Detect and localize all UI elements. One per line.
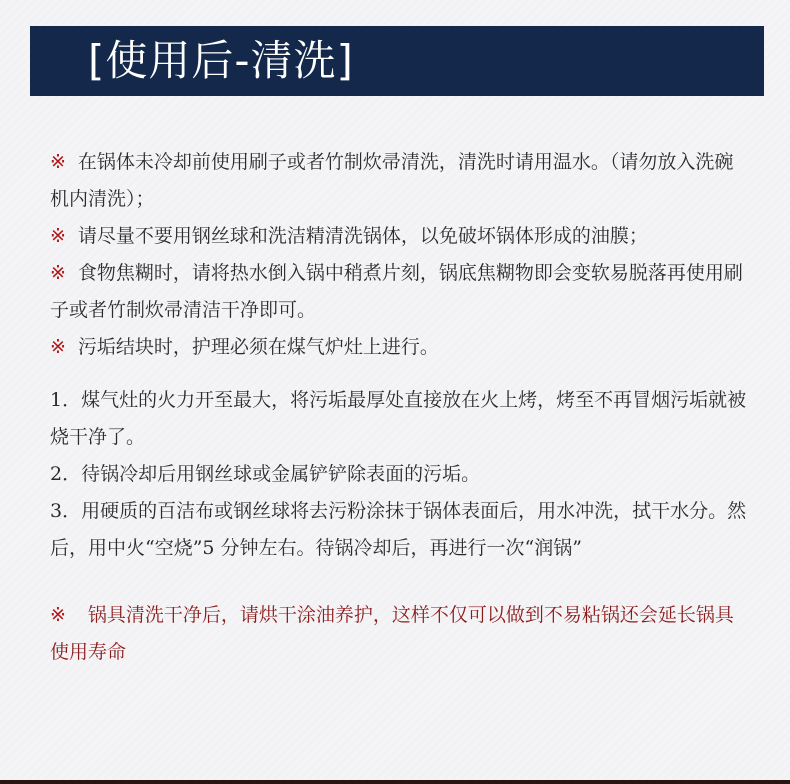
reference-mark-icon: ※: [50, 336, 66, 358]
step-item: 3．用硬质的百洁布或钢丝球将去污粉涂抹于锅体表面后，用水冲洗，拭干水分。然后，用中火“空烧”5 分钟左右。待锅冷却后，再进行一次“润锅”: [50, 500, 747, 559]
reference-mark-icon: ※: [50, 151, 66, 173]
note-text: 食物焦糊时，请将热水倒入锅中稍煮片刻，锅底焦糊物即会变软易脱落再使用刷子或者竹制炊帚清洁干净即可。: [50, 262, 743, 321]
reference-mark-icon: ※: [50, 225, 66, 247]
note-item: [50, 144, 750, 218]
page-title: [使用后-清洗]: [88, 36, 354, 85]
note-text: 污垢结块时，护理必须在煤气炉灶上进行。: [77, 336, 439, 358]
title-banner: [30, 26, 764, 96]
note-text: 在锅体未冷却前使用刷子或者竹制炊帚清洗，清洗时请用温水。（请勿放入洗碗机内清洗）；: [50, 151, 734, 210]
note-item: [50, 329, 750, 366]
section-spacer: [50, 366, 750, 382]
step-item: 1．煤气灶的火力开至最大，将污垢最厚处直接放在火上烤，烤至不再冒烟污垢就被烧干净了。: [50, 389, 747, 448]
section-spacer: [50, 567, 750, 597]
reference-mark-icon: ※: [50, 604, 66, 626]
final-note-text: 锅具清洗干净后，请烘干涂油养护，这样不仅可以做到不易粘锅还会延长锅具使用寿命: [50, 604, 734, 663]
note-text: 请尽量不要用钢丝球和洗洁精清洗锅体，以免破坏锅体形成的油膜；: [77, 225, 648, 247]
final-note: [50, 597, 750, 671]
step-item: 2．待锅冷却后用钢丝球或金属铲铲除表面的污垢。: [50, 463, 481, 485]
note-item: [50, 218, 750, 255]
bottom-border: [0, 780, 790, 784]
reference-mark-icon: ※: [50, 262, 66, 284]
cleaning-instructions: [50, 144, 750, 671]
note-item: [50, 255, 750, 329]
